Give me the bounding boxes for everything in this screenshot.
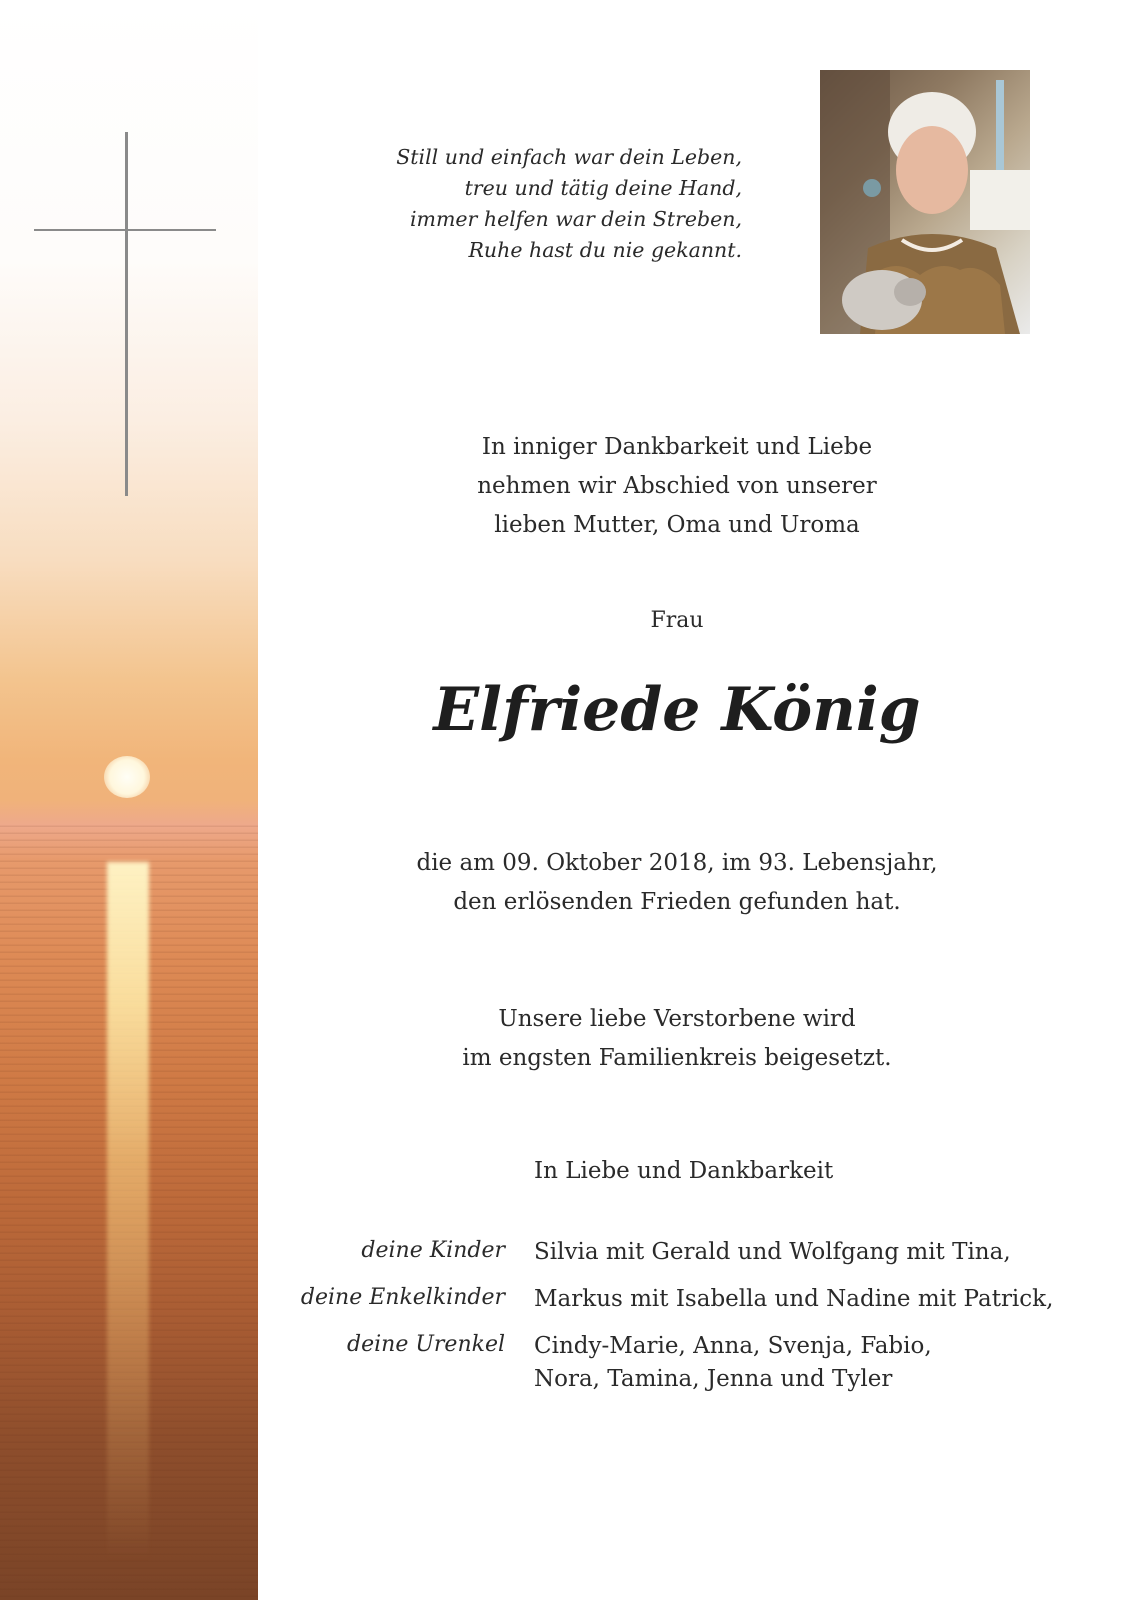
family-label-grandchildren: deine Enkelkinder <box>300 1285 505 1310</box>
cross-icon-bar <box>34 229 216 231</box>
sun <box>104 756 150 798</box>
poem <box>360 142 742 266</box>
poem-line: treu und tätig deine Hand, <box>464 176 742 200</box>
sun-reflection <box>107 862 149 1562</box>
cross-icon <box>125 132 128 496</box>
poem-line: Still und einfach war dein Leben, <box>396 145 742 169</box>
family-label-great-grandchildren: deine Urenkel <box>347 1332 505 1357</box>
death-notice-line: die am 09. Oktober 2018, im 93. Lebensjahr, <box>416 850 938 876</box>
death-notice-line: den erlösenden Frieden gefunden hat. <box>453 889 901 915</box>
intro-line: lieben Mutter, Oma und Uroma <box>494 512 860 538</box>
family-name-line: Nora, Tamina, Jenna und Tyler <box>534 1366 893 1392</box>
closing-line: In Liebe und Dankbarkeit <box>534 1158 834 1184</box>
family-names-children <box>534 1236 1011 1269</box>
poem-line: immer helfen war dein Streben, <box>409 207 742 231</box>
burial-notice-line: im engsten Familienkreis beigesetzt. <box>462 1045 892 1071</box>
intro-text <box>320 428 1034 545</box>
deceased-name: Elfriede König <box>433 675 921 745</box>
family-name-line: Silvia mit Gerald und Wolfgang mit Tina, <box>534 1239 1011 1265</box>
poem-line: Ruhe hast du nie gekannt. <box>468 238 742 262</box>
family-names-great-grandchildren <box>534 1330 932 1396</box>
family-label-children: deine Kinder <box>361 1238 505 1263</box>
intro-line: In inniger Dankbarkeit und Liebe <box>481 434 873 460</box>
intro-line: nehmen wir Abschied von unserer <box>477 473 877 499</box>
portrait-photo <box>820 70 1030 334</box>
death-notice <box>320 844 1034 922</box>
burial-notice-line: Unsere liebe Verstorbene wird <box>498 1006 856 1032</box>
family-name-line: Markus mit Isabella und Nadine mit Patrick, <box>534 1286 1054 1312</box>
burial-notice <box>320 1000 1034 1078</box>
family-names-grandchildren <box>534 1283 1053 1316</box>
salutation: Frau <box>650 608 704 633</box>
family-name-line: Cindy-Marie, Anna, Svenja, Fabio, <box>534 1333 932 1359</box>
sunset-sea-image <box>0 0 258 1600</box>
